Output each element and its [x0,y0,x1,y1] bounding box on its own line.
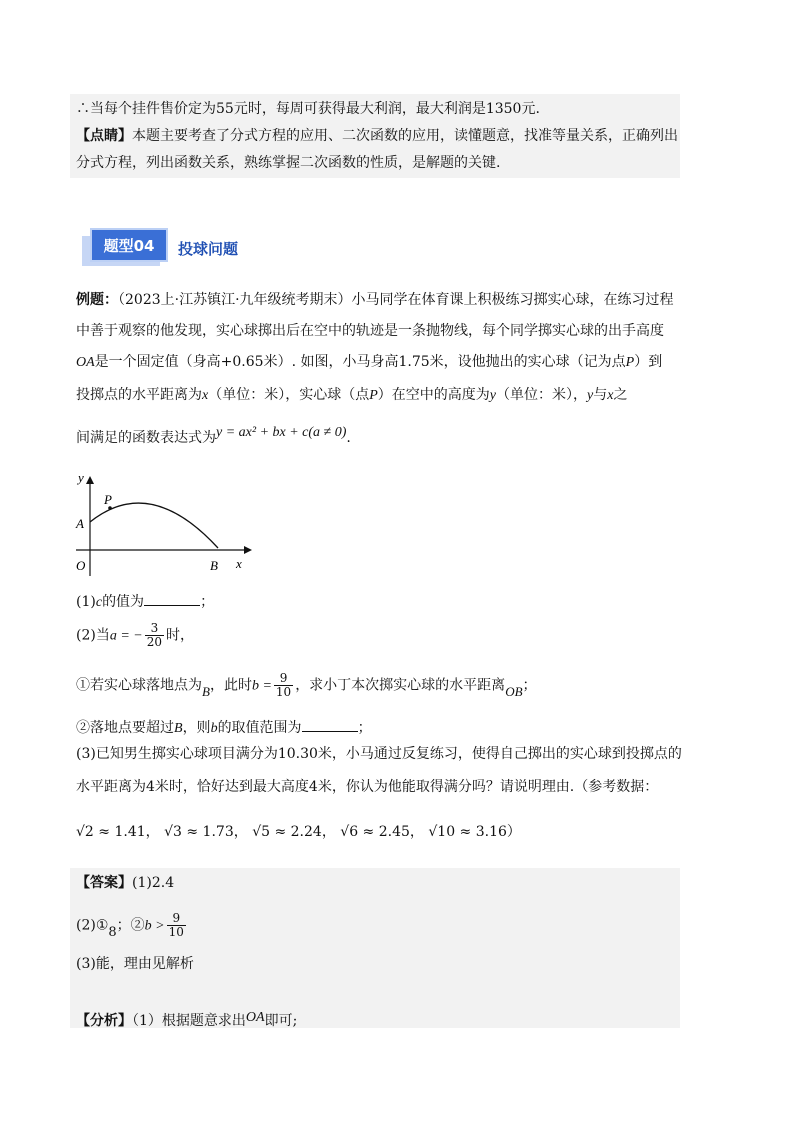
answer-line-3: (3)能，理由见解析 [76,956,194,972]
function-formula: y = ax² + bx + c(a ≠ 0) [216,425,347,440]
question-2: (2)当a = − $\frac{3}{20}$ 时， [76,621,195,649]
section-badge: 题型04 [90,228,168,262]
b-label: B [210,558,218,573]
problem-line-3: OA是一个固定值（身高+0.65米）. 如图，小马身高1.75米，设他抛出的实心球（记为点P）到 [76,354,663,370]
question-3-line-1: (3)已知男生掷实心球项目满分为10.30米，小马通过反复练习，使得自己掷出的实心球到投掷点的 [76,746,682,762]
y-label: y [78,470,84,485]
answer-fraction-9-10: $\frac{9}{10}$ [168,911,184,939]
x-axis-arrow [244,546,252,554]
answer-label: 【答案】 [76,875,132,891]
question-1: (1)c的值为 ； [76,591,214,613]
fraction-9-10: $\frac{9}{10}$ [275,671,292,699]
question-3-line-2: 水平距离为4米时，恰好达到最大高度4米，你认为他能取得满分吗？请说明理由.（参考数据： [76,779,659,795]
comment-label: 【点睛】 [76,128,132,144]
problem-line-2: 中善于观察的他发现，实心球掷出后在空中的轨迹是一条抛物线，每个同学掷实心球的出手高度 [76,323,664,339]
comment-line-1: 【点睛】本题主要考查了分式方程的应用、二次函数的应用，读懂题意，找准等量关系，正确列出 [76,128,678,144]
analysis-label: 【分析】 [76,1013,132,1029]
answer-blank-1 [144,591,200,606]
question-2-2: ②落地点要超过B，则b的取值范围为 ； [76,717,372,739]
conclusion-line: ∴当每个挂件售价定为55元时，每周可获得最大利润，最大利润是1350元. [76,101,540,117]
y-axis-arrow [86,476,94,484]
question-2-1: ①若实心球落地点为B，此时b = $\frac{9}{10}$ ，求小丁本次掷实心球的水平距离OB； [76,671,537,699]
reference-data: √2 ≈ 1.41， √3 ≈ 1.73， √5 ≈ 2.24， √6 ≈ 2.45， √10 ≈ 3.16） [76,824,521,840]
problem-label: 例题： [76,292,118,308]
answer-line-1: 【答案】(1)2.4 [76,875,175,891]
answer-line-2: (2)①8；②b > $\frac{9}{10}$ [76,911,184,940]
problem-line-5: 间满足的函数表达式为y = ax² + bx + c(a ≠ 0). [76,425,351,446]
parabola-graph [68,468,268,588]
problem-line-4: 投掷点的水平距离为x（单位：米），实心球（点P）在空中的高度为y（单位：米），y与x之 [76,387,628,403]
comment-line-2: 分式方程，列出函数关系，熟练掌握二次函数的性质，是解题的关键. [76,155,501,171]
fraction-3-20: $\frac{3}{20}$ [146,621,163,649]
p-label: P [104,492,112,507]
section-title: 投球问题 [178,240,239,258]
x-label: x [236,556,242,571]
analysis-line-1: 【分析】（1）根据题意求出OA即可; [76,1010,298,1029]
a-label: A [76,516,84,531]
problem-line-1: 例题：（2023上·江苏镇江·九年级统考期末）小马同学在体育课上积极练习掷实心球，在练习过程 [76,292,674,308]
parabola-curve [90,503,218,548]
origin-label: O [76,558,86,573]
answer-blank-2 [302,717,358,732]
